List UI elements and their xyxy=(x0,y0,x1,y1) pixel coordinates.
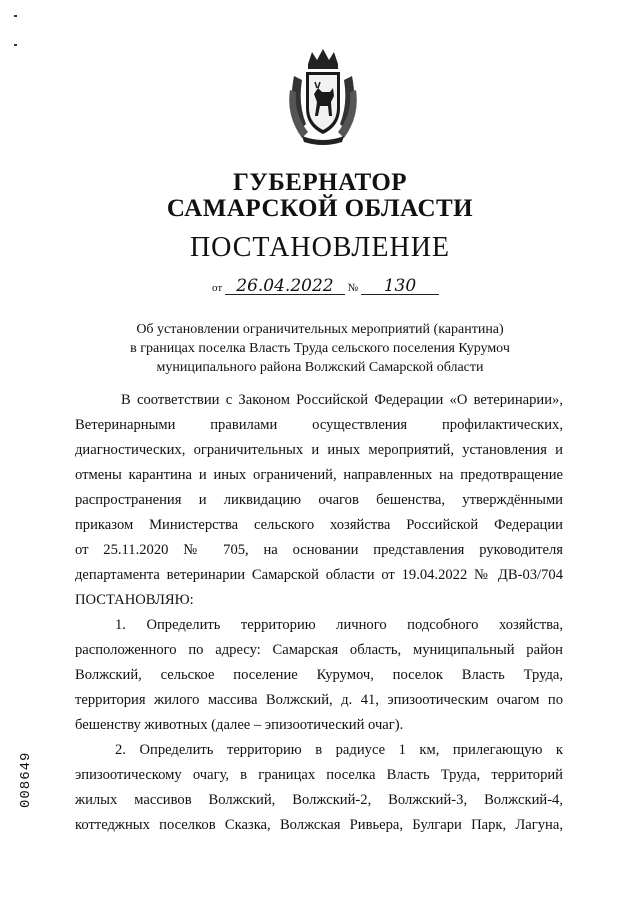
item1-line: территория жилого массива Волжский, д. 41, эпизоотическим очагом по xyxy=(75,692,563,708)
item1-line: расположенного по адресу: Самарская область, муниципальный район xyxy=(75,642,563,658)
item1-line: Волжский, сельское поселение Курумоч, поселок Власть Труда, xyxy=(75,667,563,683)
preamble-line: распространения и ликвидацию очагов бешенства, утверждёнными xyxy=(75,492,563,508)
handwritten-number: 130 xyxy=(361,278,439,295)
governor-title-line2: САМАРСКОЙ ОБЛАСТИ xyxy=(166,195,474,222)
preamble-line: от 25.11.2020 № 705, на основании представления руководителя xyxy=(75,542,563,558)
preamble-line: приказом Министерства сельского хозяйства Российской Федерации xyxy=(75,517,563,533)
preamble-line: В соответствии с Законом Российской Федерации «О ветеринарии», xyxy=(121,392,563,408)
governor-title-line1: ГУБЕРНАТОР xyxy=(232,169,408,196)
subject-line: Об установлении ограничительных мероприятий (карантина) xyxy=(136,322,504,337)
scan-mark xyxy=(14,15,17,17)
resolve-word: ПОСТАНОВЛЯЮ: xyxy=(75,592,194,608)
document-body xyxy=(75,388,563,838)
scan-mark xyxy=(14,44,17,46)
item1-line: бешенству животных (далее – эпизоотический очаг). xyxy=(75,717,404,733)
item2-line: 2. Определить территорию в радиусе 1 км, прилегающую к xyxy=(115,742,563,758)
subject-line: в границах поселка Власть Труда сельского поселения Курумоч xyxy=(130,341,510,356)
subject-line: муниципального района Волжский Самарской области xyxy=(156,360,484,375)
item2-line: коттеджных поселков Сказка, Волжская Ривьера, Булгари Парк, Лагуна, xyxy=(75,817,563,833)
item2-line: жилых массивов Волжский, Волжский-2, Волжский-3, Волжский-4, xyxy=(75,792,563,808)
date-prefix-label: от xyxy=(212,282,223,294)
subject-block xyxy=(80,320,560,377)
preamble-line: диагностических, ограничительных и иных мероприятий, установления и xyxy=(75,442,563,458)
preamble-line: департамента ветеринарии Самарской области от 19.04.2022 № ДВ-03/704 xyxy=(75,567,563,583)
date-number-line xyxy=(212,278,439,295)
preamble-line: Ветеринарными правилами осуществления профилактических, xyxy=(75,417,563,433)
serial-number: 008649 xyxy=(18,751,34,808)
item1-line: 1. Определить территорию личного подсобного хозяйства, xyxy=(115,617,563,633)
item2-line: эпизоотическому очагу, в границах поселка Власть Труда, территорий xyxy=(75,767,563,783)
coat-of-arms-emblem xyxy=(284,46,362,146)
preamble-line: отмены карантина и иных ограничений, направленных на предотвращение xyxy=(75,467,563,483)
handwritten-date: 26.04.2022 xyxy=(225,278,345,295)
document-type-heading: ПОСТАНОВЛЕНИЕ xyxy=(189,232,451,263)
number-sign-label: № xyxy=(347,282,359,294)
